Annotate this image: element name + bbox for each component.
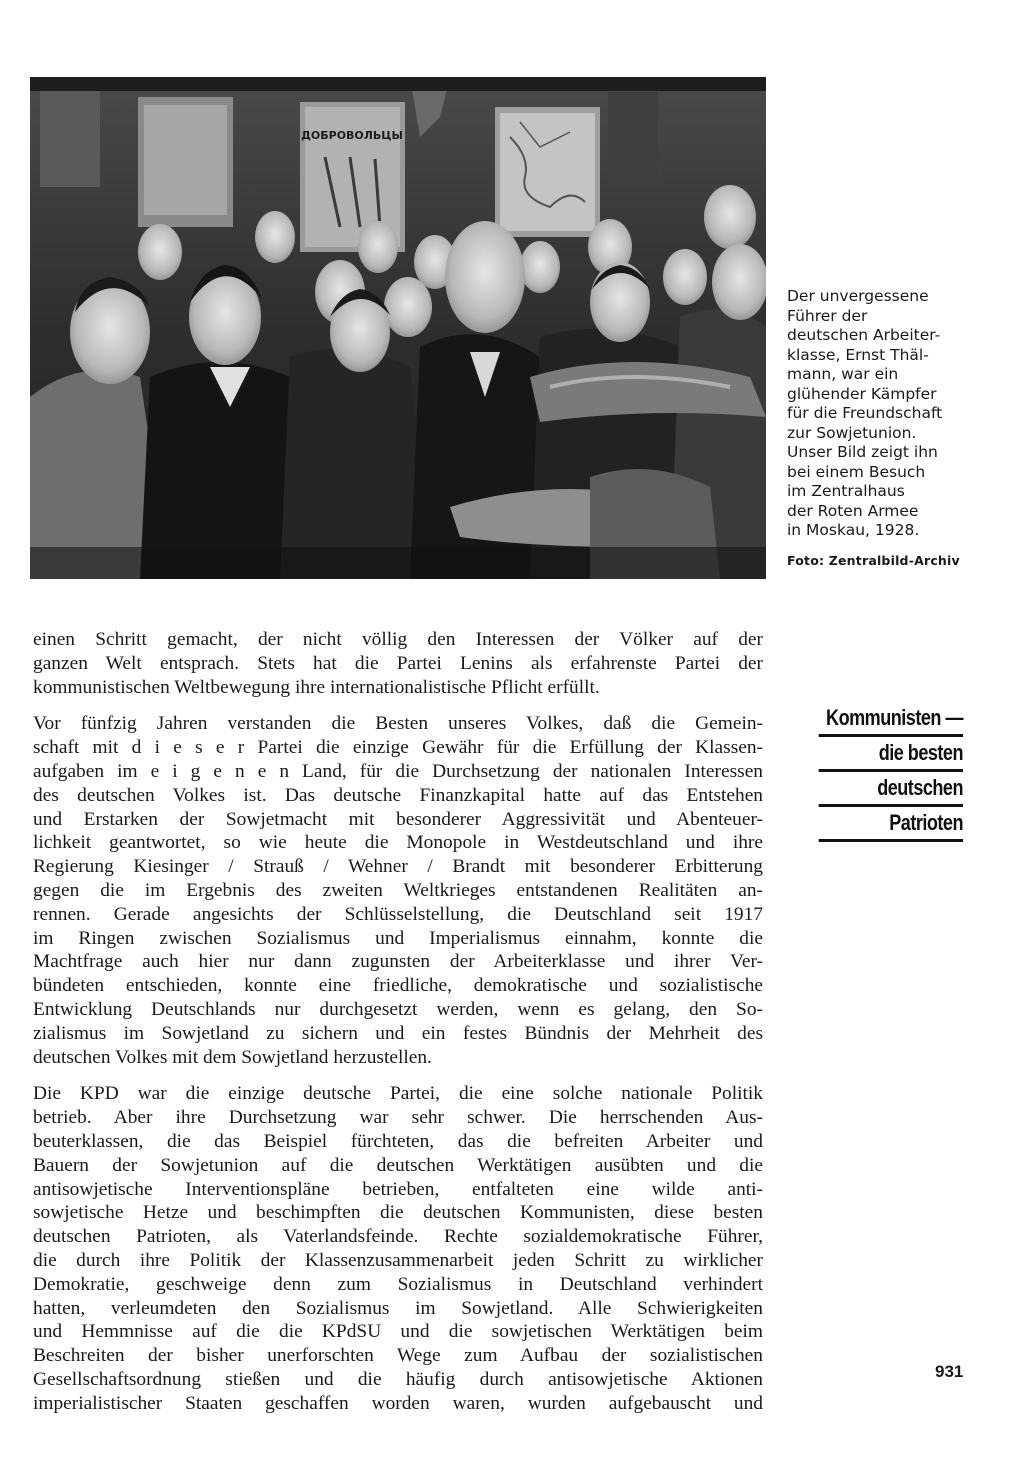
historical-photograph	[30, 77, 766, 579]
caption-line: der Roten Armee	[787, 501, 919, 520]
text-line: gegen die im Ergebnis des zweiten Weltkrieges entstandenen Realitäten an-	[33, 879, 763, 901]
caption-line: für die Freundschaft	[787, 404, 943, 422]
text-line: Entwicklung Deutschlands nur durchgesetzt werden, wenn es gelang, den So-	[33, 998, 763, 1020]
text-line: imperialistischer Staaten geschaffen worden waren, wurden aufgebauscht und	[33, 1392, 763, 1414]
side-heading-line: die besten	[819, 737, 963, 772]
text-line: bündeten entschieden, konnte eine friedliche, demokratische und sozialistische	[33, 975, 763, 997]
text-line: ganzen Welt entsprach. Stets hat die Partei Lenins als erfahrenste Partei der	[33, 652, 763, 674]
text-line: schaft mit d i e s e r Partei die einzige Gewähr für die Erfüllung der Klassen-	[33, 737, 763, 759]
text-line: Vor fünfzig Jahren verstanden die Besten unseres Volkes, daß die Gemein-	[33, 713, 763, 735]
caption-line: mann, war ein	[787, 365, 899, 383]
caption-line: im Zentralhaus	[787, 482, 905, 500]
text-line: Die KPD war die einzige deutsche Partei, die eine solche nationale Politik	[33, 1083, 763, 1105]
text-line: Machtfrage auch hier nur dann zugunsten der Arbeiterklasse und ihrer Ver-	[33, 951, 763, 973]
photo-credit: Foto: Zentralbild-Archiv	[787, 553, 960, 568]
side-heading	[787, 702, 963, 842]
paragraph-3	[33, 1082, 763, 1415]
text-line: Gesellschaftsordnung stießen und die häufig durch antisowjetische Aktionen	[33, 1368, 763, 1390]
text-line: lichkeit geantwortet, so wie heute die Monopole in Westdeutschland und ihre	[33, 832, 763, 854]
photo-illustration	[30, 77, 766, 579]
text-line: und Hemmnisse auf die die KPdSU und die sowjetischen Werktätigen beim	[33, 1321, 763, 1343]
caption-line: Führer der	[787, 306, 868, 325]
side-heading-line: Kommunisten —	[819, 702, 963, 737]
text-line: aufgaben im e i g e n e n Land, für die Durchsetzung der nationalen Interessen	[33, 760, 763, 782]
text-line: betrieb. Aber ihre Durchsetzung war sehr schwer. Die herrschenden Aus-	[33, 1107, 763, 1129]
text-line: im Ringen zwischen Sozialismus und Imperialismus einnahm, konnte die	[33, 927, 763, 949]
article-body	[33, 628, 763, 1416]
text-line: Regierung Kiesinger / Strauß / Wehner / Brandt mit besonderer Erbitterung	[33, 856, 763, 878]
paragraph-1	[33, 628, 763, 699]
text-line: hatten, verleumdeten den Sozialismus im Sowjetland. Alle Schwierigkeiten	[33, 1297, 763, 1319]
text-line: zialismus im Sowjetland zu sichern und ein festes Bündnis der Mehrheit des	[33, 1022, 763, 1044]
caption-line: deutschen Arbeiter-	[787, 326, 941, 344]
text-line: beuterklassen, die das Beispiel fürchteten, das die befreiten Arbeiter und	[33, 1130, 763, 1152]
caption-line: zur Sowjetunion.	[787, 423, 917, 442]
caption-line: Unser Bild zeigt ihn	[787, 443, 938, 461]
text-line: kommunistischen Weltbewegung ihre internationalistische Pflicht erfüllt.	[33, 676, 600, 698]
caption-line: Der unvergessene	[787, 287, 929, 305]
text-line: rennen. Gerade angesichts der Schlüsselstellung, die Deutschland seit 1917	[33, 903, 763, 925]
page-number: 931	[935, 1362, 964, 1381]
side-heading-line: deutschen	[819, 772, 963, 807]
caption-line: glühender Kämpfer	[787, 384, 937, 403]
text-line: antisowjetische Interventionspläne betrieben, entfalteten eine wilde anti-	[33, 1178, 763, 1200]
caption-line: klasse, Ernst Thäl-	[787, 345, 929, 364]
text-line: deutschen Patrioten, als Vaterlandsfeinde. Rechte sozialdemokratische Führer,	[33, 1226, 763, 1248]
paragraph-2	[33, 712, 763, 1069]
text-line: sowjetische Hetze und beschimpften die deutschen Kommunisten, diese besten	[33, 1202, 763, 1224]
poster-sign-text: ДОБРОВОЛЬЦЫ	[301, 129, 403, 142]
text-line: des deutschen Volkes ist. Das deutsche Finanzkapital hatte auf das Entstehen	[33, 784, 763, 806]
caption-line: bei einem Besuch	[787, 462, 926, 481]
text-line: einen Schritt gemacht, der nicht völlig den Interessen der Völker auf der	[33, 629, 763, 650]
text-line: deutschen Volkes mit dem Sowjetland herzustellen.	[33, 1046, 432, 1068]
text-line: Bauern der Sowjetunion auf die deutschen Werktätigen ausübten und die	[33, 1154, 763, 1176]
side-heading-line: Patrioten	[819, 807, 963, 842]
photo-caption	[787, 287, 987, 541]
text-line: die durch ihre Politik der Klassenzusammenarbeit jeden Schritt zu wirklicher	[33, 1249, 763, 1271]
text-line: Demokratie, geschweige denn zum Sozialismus in Deutschland verhindert	[33, 1273, 763, 1295]
caption-line: in Moskau, 1928.	[787, 521, 920, 539]
text-line: und Erstarken der Sowjetmacht mit besonderer Aggressivität und Abenteuer-	[33, 808, 763, 830]
text-line: Beschreiten der bisher unerforschten Wege zum Aufbau der sozialistischen	[33, 1345, 763, 1367]
